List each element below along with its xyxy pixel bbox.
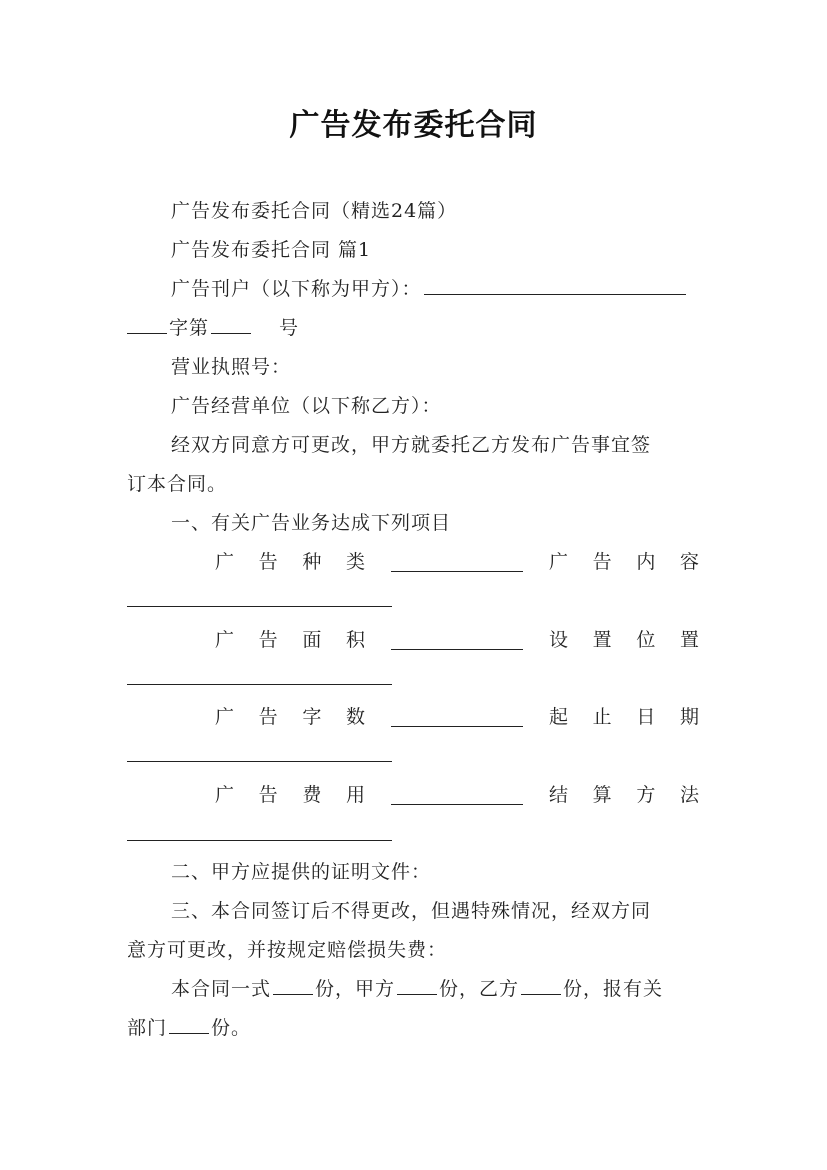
copies-blank (521, 972, 561, 995)
item-trailing-blank (127, 606, 392, 607)
ref-line (127, 309, 703, 347)
intro-line-2: 订本合同。 (127, 473, 228, 495)
item-blank (391, 571, 523, 572)
client-blank (424, 272, 686, 295)
item-left-label: 广告种类 (215, 551, 365, 573)
item-blank (391, 726, 523, 727)
item-blank (391, 804, 523, 805)
copies-blank (273, 972, 313, 995)
part-heading: 广告发布委托合同 篇1 (171, 239, 372, 261)
copies-line-2 (127, 1009, 703, 1047)
item-left-label: 广告字数 (215, 706, 365, 728)
item-left-label: 广告面积 (215, 629, 365, 651)
item-right-label: 广告内容 (549, 551, 699, 573)
item-right-label: 起止日期 (549, 706, 699, 728)
copies-blank (397, 972, 437, 995)
section1-heading: 一、有关广告业务达成下列项目 (171, 512, 452, 534)
item-trailing-blank (127, 684, 392, 685)
section3-line-1: 三、本合同签订后不得更改，但遇特殊情况，经双方同 (171, 900, 652, 922)
item-right-label: 设置位置 (549, 629, 699, 651)
ref-hao-label: 号 (279, 317, 300, 339)
section2: 二、甲方应提供的证明文件： (171, 861, 432, 883)
item-row (127, 776, 703, 814)
item-left-label: 广告费用 (215, 784, 365, 806)
item-row (127, 698, 703, 736)
document-title: 广告发布委托合同 (289, 108, 538, 143)
copies-line-1 (127, 970, 747, 1008)
copies-text: 部门 (127, 1017, 168, 1039)
item-right-label: 结算方法 (549, 784, 699, 806)
client-label: 广告刊户（以下称为甲方）： (171, 278, 422, 300)
subtitle: 广告发布委托合同（精选24篇） (171, 200, 458, 222)
copies-text: 份。 (211, 1017, 252, 1039)
item-row (127, 543, 703, 581)
copies-text: 份，报有关 (563, 978, 664, 1000)
item-row (127, 621, 703, 659)
copies-text: 份，乙方 (439, 978, 520, 1000)
copies-blank (169, 1011, 209, 1034)
ref-blank-2 (211, 311, 251, 334)
copies-text: 本合同一式 (171, 978, 272, 1000)
item-trailing-blank (127, 840, 392, 841)
item-trailing-blank (127, 761, 392, 762)
agency-line: 广告经营单位（以下称乙方）： (171, 395, 442, 417)
ref-zi-label: 字第 (169, 317, 210, 339)
intro-line-1: 经双方同意方可更改，甲方就委托乙方发布广告事宜签 (171, 434, 652, 456)
item-blank (391, 649, 523, 650)
client-line (127, 270, 747, 308)
license-line: 营业执照号： (171, 356, 292, 378)
copies-text: 份，甲方 (315, 978, 396, 1000)
section3-line-2: 意方可更改，并按规定赔偿损失费： (127, 939, 448, 961)
ref-blank-1 (127, 311, 167, 334)
